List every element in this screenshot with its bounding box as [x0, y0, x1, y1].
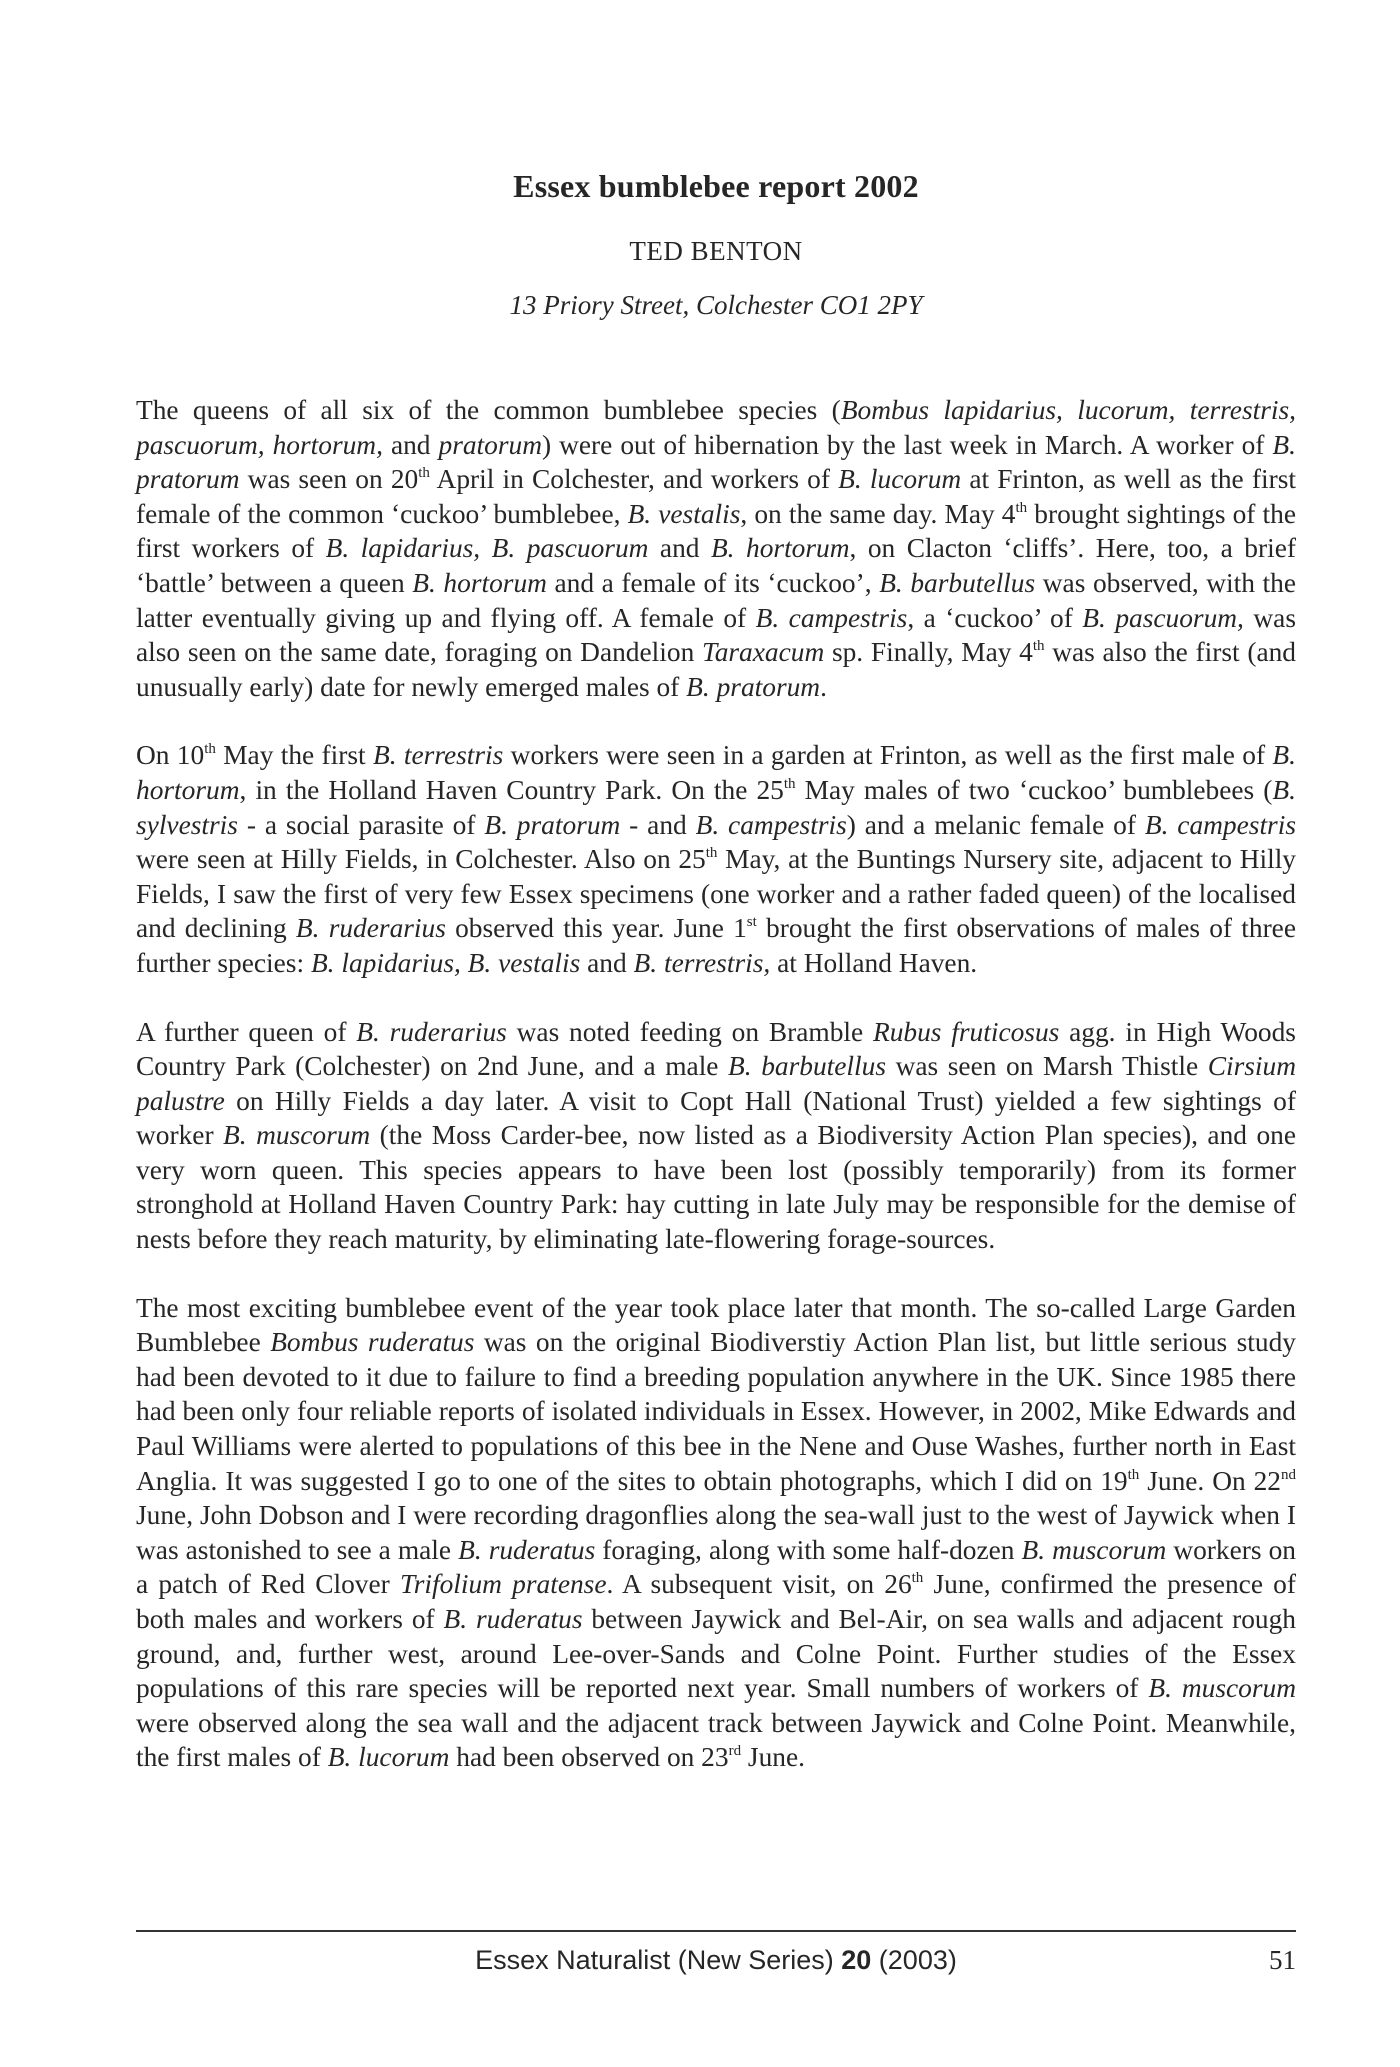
ordinal-suffix: nd — [1281, 1466, 1296, 1483]
species-name: B. barbutellus — [879, 567, 1036, 598]
species-name: Cirsium palustre — [136, 1051, 1296, 1116]
article-body — [136, 393, 1296, 1809]
species-name: B. lucorum — [838, 464, 962, 495]
text-run: observed this year. June 1 — [445, 913, 747, 944]
species-name: B. ruderarius — [356, 1016, 507, 1047]
text-run: , a ‘cuckoo’ of — [907, 602, 1083, 633]
text-run: at Holland Haven. — [770, 947, 978, 978]
journal-citation — [136, 1945, 1296, 1976]
species-name: B. muscorum — [223, 1120, 371, 1151]
footer-rule — [136, 1930, 1296, 1932]
author-address: 13 Priory Street, Colchester CO1 2PY — [509, 290, 923, 320]
journal-volume: 20 — [841, 1945, 872, 1975]
species-name: B. campestris — [1144, 809, 1296, 840]
text-run: June. On 22 — [1139, 1465, 1281, 1496]
ordinal-suffix: th — [911, 1570, 924, 1587]
species-name: B. terrestris — [372, 740, 504, 771]
text-run: was noted feeding on Bramble — [506, 1016, 873, 1047]
author-name: TED BENTON — [629, 236, 803, 266]
text-run: May males of two ‘cuckoo’ bumblebees ( — [795, 774, 1273, 805]
text-run: April in Colchester, and workers of — [429, 464, 839, 495]
text-run: June. — [741, 1742, 805, 1773]
text-run: agg. in High Woods Country Park (Colchester) on 2nd June, and a male — [136, 1016, 1296, 1082]
text-run: workers were seen in a garden at Frinton, as well as the first male of — [503, 740, 1273, 771]
text-run: had been observed on 23 — [449, 1742, 729, 1773]
page-footer — [136, 1945, 1296, 1985]
text-run: and — [580, 947, 634, 978]
text-run: was also seen on the same date, foraging on Dandelion — [136, 602, 1296, 668]
text-run: (the Moss Carder-bee, now listed as a Biodiversity Action Plan species), and one very worn queen. This species appears to have been lost (possibly temporarily) from its former stronghold at Holland Haven Country Park: hay cutting in late July may be responsible for the demise of nests before they reach maturity, by eliminating late-flowering forage-sources. — [136, 1120, 1296, 1255]
text-run: June, confirmed the presence of both males and workers of — [136, 1569, 1297, 1634]
species-name: B. muscorum — [1148, 1673, 1296, 1704]
text-run: . — [820, 671, 827, 702]
species-name: B. pratorum — [484, 809, 621, 840]
species-name: Rubus fruticosus — [872, 1016, 1060, 1047]
text-run: The most exciting bumblebee event of the year took place later that month. The so-called Large Garden Bumblebee — [136, 1292, 1296, 1358]
species-name: B. ruderatus — [443, 1604, 583, 1634]
species-name: B. lucorum — [327, 1742, 450, 1773]
ordinal-suffix: th — [1015, 499, 1028, 516]
page — [136, 0, 1296, 2067]
text-run: brought the first observations of males of three further species: — [136, 913, 1296, 978]
page-number: 51 — [1269, 1945, 1296, 1975]
article-title: Essex bumblebee report 2002 — [513, 168, 919, 204]
species-name: B. vestalis — [627, 498, 741, 529]
ordinal-suffix: th — [418, 465, 430, 482]
text-run: was on the original Biodiverstiy Action Plan list, but little serious study had been devoted to it due to failure to find a breeding population anywhere in the UK. Since 1985 there had been only four reliable reports of isolated individuals in Essex. However, in 2002, Mike Edwards and Paul Williams were alerted to populations of this bee in the Nene and Ouse Washes, further north in East Anglia. It was suggested I go to one of the sites to obtain photographs, which I did on 19 — [136, 1327, 1296, 1496]
journal-year: (2003) — [871, 1945, 957, 1975]
species-name: B. lapidarius, B. pascuorum — [325, 533, 649, 564]
text-run: - and — [620, 809, 696, 840]
species-name: Taraxacum — [701, 637, 825, 668]
ordinal-suffix: st — [746, 914, 757, 931]
text-run: between Jaywick and Bel-Air, on sea walls and adjacent rough ground, and, further west, around Lee-over-Sands and Colne Point. Further studies of the Essex populations of this rare species will be reported next year. Small numbers of workers of — [136, 1604, 1297, 1704]
text-run: was seen on Marsh Thistle — [886, 1051, 1208, 1082]
text-run: was observed, with the latter eventually giving up and flying off. A female of — [136, 567, 1297, 633]
species-name: B. sylvestris — [136, 774, 1297, 840]
text-run: , on the same day. May 4 — [740, 498, 1016, 529]
species-name: B. muscorum — [1021, 1534, 1167, 1565]
species-name: B. hortorum — [412, 567, 547, 598]
text-run: on Hilly Fields a day later. A visit to Copt Hall (National Trust) yielded a few sightings of worker — [136, 1085, 1296, 1151]
text-run: was seen on 20 — [239, 464, 419, 495]
species-name: B. ruderatus — [458, 1534, 596, 1565]
text-run: was also the first (and unusually early) date for newly emerged males of — [136, 637, 1296, 702]
text-run: June, John Dobson and I were recording dragonflies along the sea-wall just to the west of Jaywick when I was astonished to see a male — [136, 1500, 1296, 1565]
species-name: B. lapidarius, B. vestalis — [310, 947, 581, 978]
species-name: B. campestris — [755, 602, 908, 633]
species-name: pratorum — [438, 429, 542, 460]
text-run: ) and a melanic female of — [846, 809, 1145, 840]
journal-name: Essex Naturalist (New Series) — [475, 1945, 842, 1975]
ordinal-suffix: th — [705, 845, 718, 862]
paragraph-2 — [136, 738, 1296, 980]
ordinal-suffix: th — [1127, 1466, 1140, 1483]
text-run: were observed along the sea wall and the adjacent track between Jaywick and Colne Point. Meanwhile, the first males of — [136, 1707, 1296, 1773]
species-name: B. terrestris, — [633, 947, 771, 978]
paragraph-3 — [136, 1015, 1296, 1257]
ordinal-suffix: th — [204, 741, 216, 758]
paragraph-1 — [136, 393, 1296, 704]
species-name: B. pratorum — [686, 671, 821, 702]
species-name: B. pratorum — [136, 429, 1296, 495]
ordinal-suffix: rd — [728, 1743, 742, 1760]
text-run: and — [382, 429, 439, 460]
text-run: A further queen of — [136, 1016, 357, 1047]
text-run: foraging, along with some half-dozen — [595, 1534, 1022, 1565]
text-run: May the first — [215, 740, 373, 771]
text-run: May, at the Buntings Nursery site, adjacent to Hilly Fields, I saw the first of very few Essex specimens (one worker and a rather faded queen) of the localised and declining — [136, 844, 1296, 944]
species-name: Bombus ruderatus — [270, 1327, 475, 1358]
species-name: B. pascuorum, — [1082, 602, 1244, 633]
species-name: B. barbutellus — [728, 1051, 886, 1082]
species-name: B. ruderarius — [295, 913, 446, 944]
text-run: , on Clacton ‘cliffs’. Here, too, a brief ‘battle’ between a queen — [136, 533, 1296, 598]
text-run: at Frinton, as well as the first female of the common ‘cuckoo’ bumblebee, — [136, 464, 1296, 529]
ordinal-suffix: th — [783, 775, 796, 792]
text-run: were seen at Hilly Fields, in Colchester. Also on 25 — [136, 844, 706, 875]
species-name: Bombus lapidarius, lucorum, terrestris, pascuorum, hortorum, — [136, 395, 1296, 460]
text-run: The queens of all six of the common bumblebee species ( — [136, 395, 841, 425]
ordinal-suffix: th — [1032, 638, 1045, 655]
species-name: B. hortorum — [710, 533, 850, 564]
text-run: - a social parasite of — [237, 809, 485, 840]
text-run: brought sightings of the first workers of — [136, 498, 1296, 564]
text-run: workers on a patch of Red Clover — [136, 1534, 1296, 1600]
text-run: . A subsequent visit, on 26 — [606, 1569, 912, 1600]
text-run: and — [648, 533, 711, 564]
species-name: B. campestris — [695, 809, 847, 840]
paragraph-4 — [136, 1291, 1296, 1775]
text-run: and a female of its ‘cuckoo’, — [546, 567, 880, 598]
text-run: , in the Holland Haven Country Park. On the 25 — [239, 774, 784, 805]
species-name: B. hortorum — [136, 740, 1296, 805]
text-run: On 10 — [136, 740, 205, 771]
text-run: sp. Finally, May 4 — [824, 637, 1033, 668]
species-name: Trifolium pratense — [399, 1569, 607, 1600]
text-run: ) were out of hibernation by the last week in March. A worker of — [542, 429, 1273, 460]
